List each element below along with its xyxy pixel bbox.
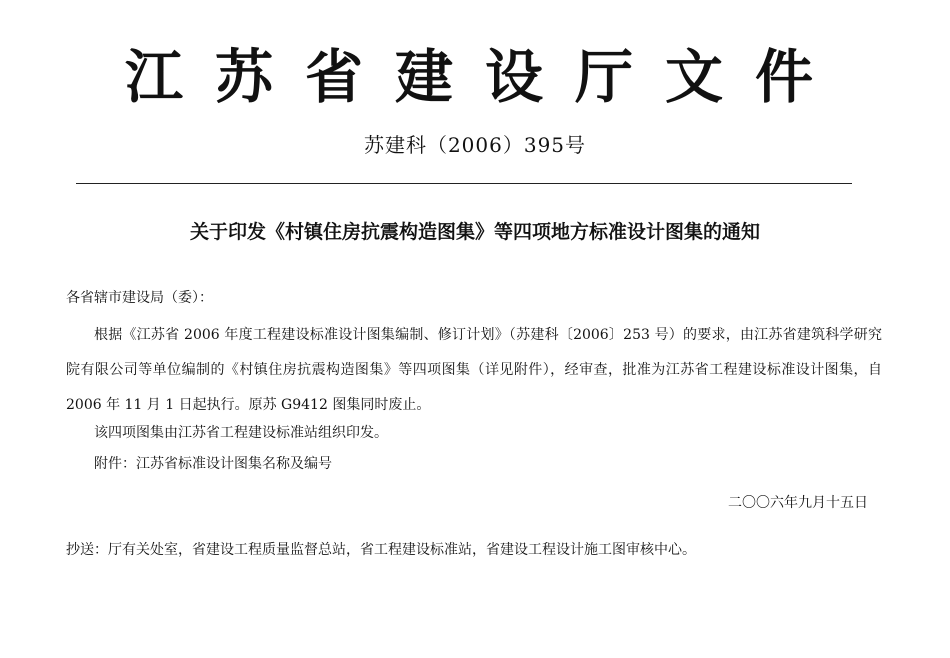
salutation: 各省辖市建设局（委）：	[66, 290, 213, 306]
issue-date: 二〇〇六年九月十五日	[728, 495, 868, 511]
cc-list: 抄送：厅有关处室，省建设工程质量监督总站，省工程建设标准站，省建设工程设计施工图审核中心。	[66, 542, 696, 558]
body-paragraph-main: 根据《江苏省 2006 年度工程建设标准设计图集编制、修订计划》（苏建科〔2006〕253 号）的要求，由江苏省建筑科学研究院有限公司等单位编制的《村镇住房抗震构造图集》等四项图集（详见附件），经审查，批准为江苏省工程建设标准设计图集，自 2006 年 11 月 1 日起执行。原苏 G9412 图集同时废止。	[66, 327, 882, 413]
body-paragraph-distribution: 该四项图集由江苏省工程建设标准站组织印发。	[94, 425, 388, 441]
attachment-note: 附件：江苏省标准设计图集名称及编号	[94, 456, 332, 472]
header-divider	[76, 183, 852, 184]
document-header-title: 江苏省建设厅文件	[124, 43, 845, 111]
document-number: 苏建科（2006）395号	[363, 133, 587, 157]
notice-subject: 关于印发《村镇住房抗震构造图集》等四项地方标准设计图集的通知	[189, 221, 760, 243]
